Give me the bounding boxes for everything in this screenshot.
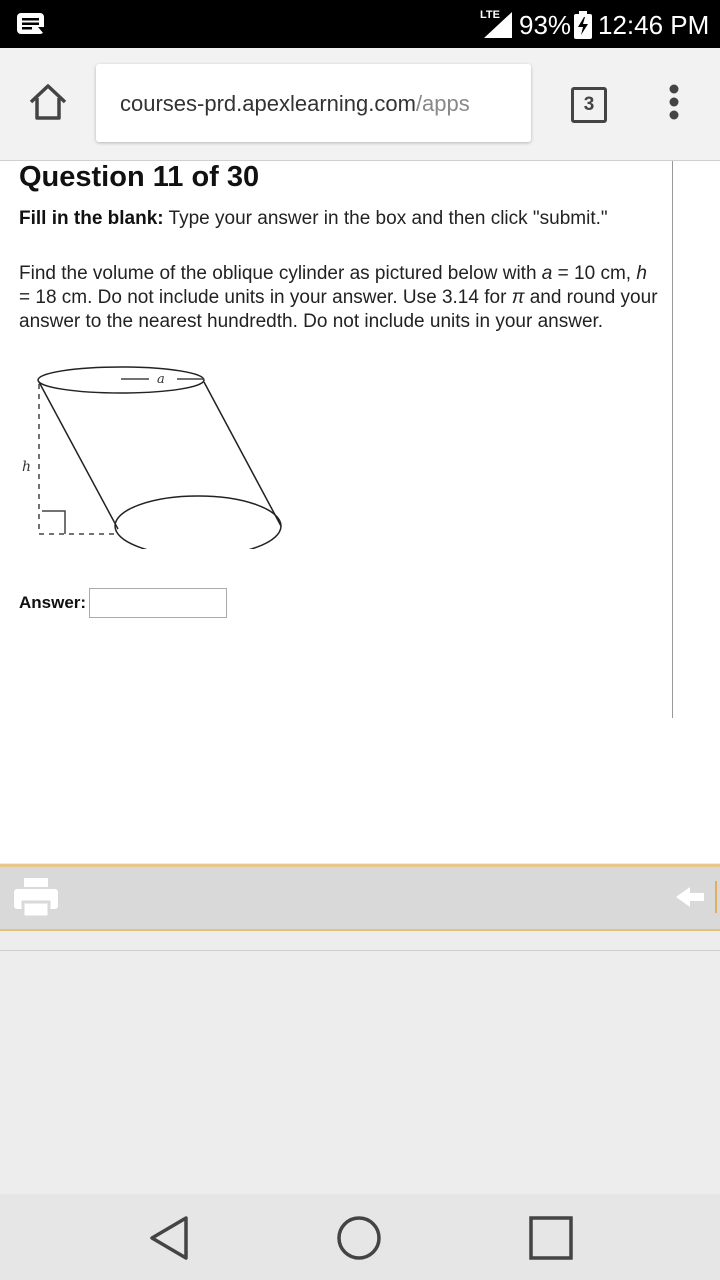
clock: 12:46 PM — [598, 10, 710, 40]
notification-icon — [16, 12, 46, 36]
nav-recents-icon[interactable] — [528, 1215, 574, 1261]
problem-part: = 18 cm. Do not include units in your answer. Use 3.14 for — [19, 287, 512, 308]
answer-label: Answer: — [19, 593, 87, 612]
top-ellipse — [38, 367, 204, 393]
url-bar[interactable] — [96, 64, 531, 142]
problem-part: Find the volume of the oblique cylinder as pictured below with — [19, 263, 542, 284]
bottom-bar-edge — [715, 881, 717, 913]
nav-home-icon[interactable] — [336, 1215, 382, 1261]
url-text — [120, 91, 470, 117]
instruction-label: Fill in the blank: — [19, 208, 164, 229]
content-divider — [672, 161, 673, 718]
problem-part: and round your answer to the nearest hundredth. Do not include units in your answer. — [19, 287, 658, 332]
home-icon[interactable] — [28, 82, 68, 122]
navigation-bar — [0, 1194, 720, 1280]
status-bar — [0, 0, 720, 48]
signal-icon — [484, 12, 512, 38]
problem-part: = 10 cm, — [552, 263, 637, 284]
var-h: h — [636, 263, 647, 284]
right-slant — [204, 382, 281, 526]
right-angle-mark — [42, 511, 65, 534]
tab-switcher-button[interactable]: 3 — [571, 87, 607, 123]
left-slant — [39, 382, 118, 529]
print-icon[interactable] — [14, 878, 58, 918]
label-h: h — [22, 459, 32, 475]
question-page — [0, 161, 720, 863]
pi-symbol: π — [511, 287, 525, 308]
more-vert-icon[interactable] — [664, 84, 684, 120]
back-arrow-icon[interactable] — [676, 885, 704, 909]
url-path: /apps — [415, 91, 470, 116]
divider-line — [0, 950, 720, 951]
url-domain: courses-prd.apexlearning.com — [120, 91, 416, 116]
problem-text — [19, 262, 659, 334]
bottom-ellipse — [115, 496, 281, 549]
bottom-bar — [0, 864, 720, 931]
url-fade — [491, 64, 531, 142]
battery-percent: 93% — [519, 10, 572, 40]
network-type: LTE — [480, 9, 500, 21]
instructions — [19, 208, 659, 230]
oblique-cylinder-figure — [18, 364, 288, 549]
var-a: a — [541, 263, 553, 284]
instruction-text: Type your answer in the box and then click "submit." — [163, 208, 608, 229]
nav-back-icon[interactable] — [148, 1216, 190, 1260]
battery-charging-icon — [574, 11, 592, 39]
answer-input[interactable] — [89, 588, 227, 618]
question-title: Question 11 of 30 — [19, 161, 260, 193]
browser-toolbar — [0, 48, 720, 161]
label-a: a — [157, 372, 165, 387]
